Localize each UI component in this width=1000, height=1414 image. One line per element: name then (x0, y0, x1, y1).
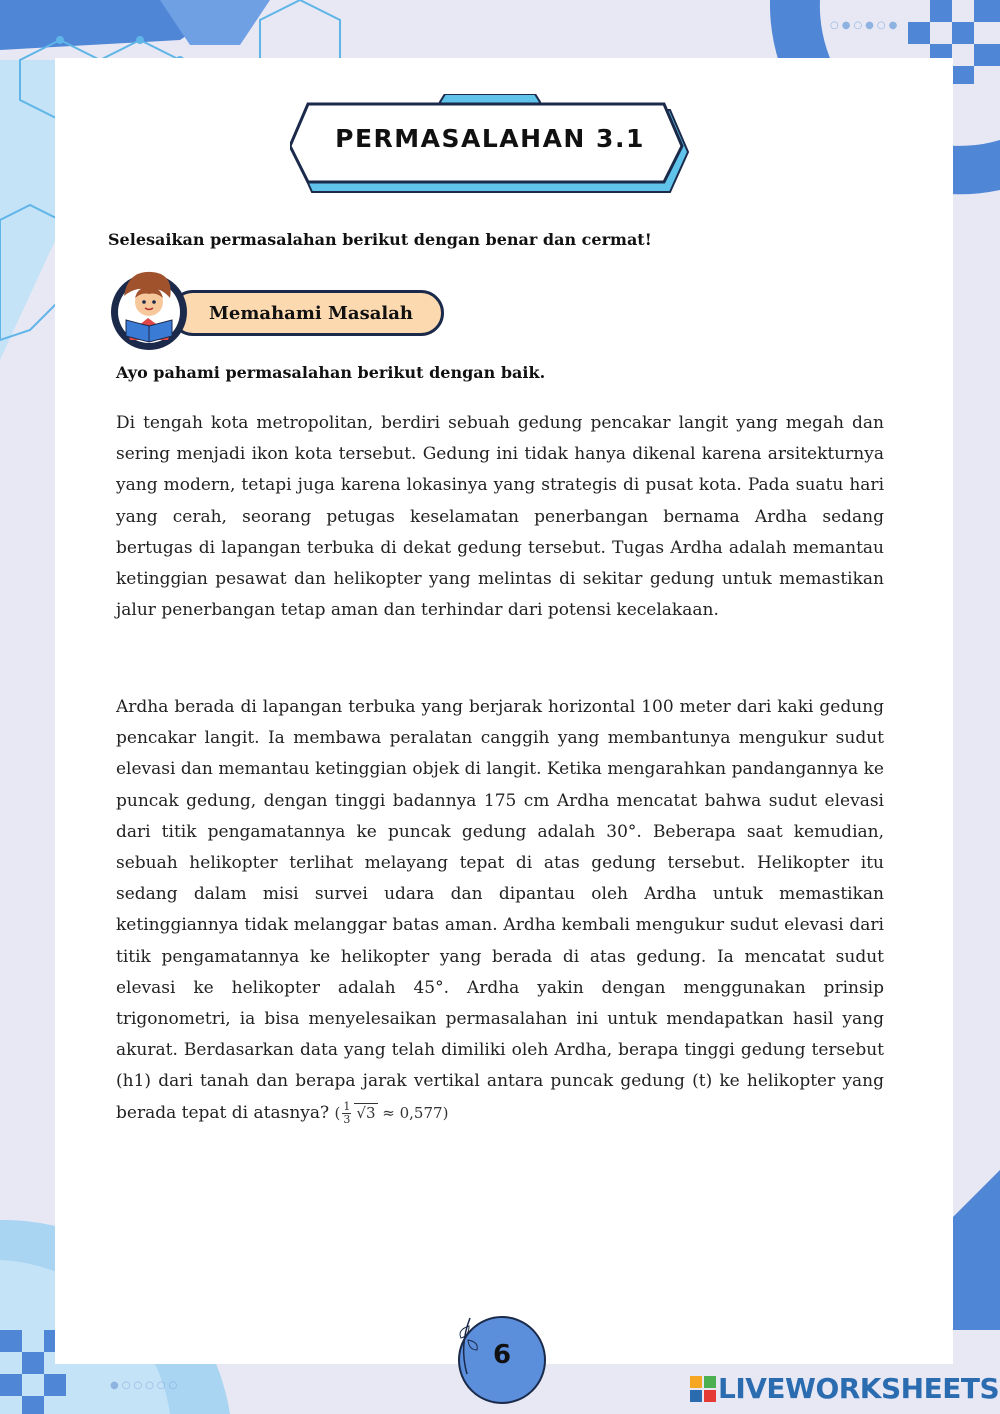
hint-open-paren: ( (334, 1103, 341, 1122)
section-label: Memahami Masalah (209, 303, 413, 324)
reading-kid-avatar (108, 268, 192, 352)
hint-root: √3 (356, 1103, 376, 1122)
lead-text: Ayo pahami permasalahan berikut dengan baik. (116, 363, 546, 382)
leaf-icon (455, 1316, 485, 1376)
problem-paragraph-1: Di tengah kota metropolitan, berdiri sebuah gedung pencakar langit yang megah dan sering menjadi ikon kota tersebut. Gedung ini tidak hanya dikenal karena arsitekturnya yang modern, tetapi juga karena lokasinya yang strategis di pusat kota. Pada suatu hari yang cerah, seorang petugas keselamatan penerbangan bernama Ardha sedang bertugas di lapangan terbuka di dekat gedung tersebut. Tugas Ardha adalah memantau ketinggian pesawat dan helikopter yang melintas di sekitar gedung untuk memastikan jalur penerbangan tetap aman dan terhindar dari potensi kecelakaan. (116, 413, 884, 621)
page-title: PERMASALAHAN 3.1 (335, 124, 645, 153)
hint-formula (334, 1100, 449, 1127)
hint-numerator: 1 (343, 1100, 351, 1114)
hint-fraction (342, 1101, 351, 1126)
title-banner (290, 94, 690, 194)
brand-name: LIVEWORKSHEETS (718, 1372, 1000, 1405)
bottom-left-dots: ●○○○○○ (110, 1380, 181, 1391)
top-right-dots: ○●○●○● (830, 20, 901, 31)
hint-close-paren: ) (442, 1103, 449, 1122)
hint-approx: ≈ 0,577 (382, 1103, 443, 1122)
problem-paragraph-2 (116, 692, 884, 1129)
problem-paragraph-2-text: Ardha berada di lapangan terbuka yang berjarak horizontal 100 meter dari kaki gedung pencakar langit. Ia membawa peralatan canggih yang membantunya mengukur sudut elevasi dan memantau ketinggian objek di langit. Ketika mengarahkan pandangannya ke puncak gedung, dengan tinggi badannya 175 cm Ardha mencatat bahwa sudut elevasi dari titik pengamatannya ke puncak gedung adalah 30°. Beberapa saat kemudian, sebuah helikopter terlihat melayang tepat di atas gedung tersebut. Helikopter itu sedang dalam misi survei udara dan dipantau oleh Ardha untuk memastikan ketinggiannya tidak melanggar batas aman. Ardha kembali mengukur sudut elevasi dari titik pengamatannya ke helikopter yang berada di atas gedung. Ia mencatat sudut elevasi ke helikopter adalah 45°. Ardha yakin dengan menggunakan prinsip trigonometri, ia bisa menyelesaikan permasalahan ini untuk mendapatkan hasil yang akurat. Berdasarkan data yang telah dimiliki oleh Ardha, berapa tinggi gedung tersebut (h1) dari tanah dan berapa jarak vertikal antara puncak gedung (t) ke helikopter yang berada tepat di atasnya? (116, 697, 884, 1123)
section-label-pill (170, 290, 444, 336)
page-number: 6 (492, 1340, 512, 1370)
liveworksheets-logo (690, 1372, 999, 1405)
liveworksheets-icon (690, 1376, 716, 1402)
instruction-text: Selesaikan permasalahan berikut dengan benar dan cermat! (108, 230, 652, 249)
hint-denominator: 3 (343, 1113, 351, 1127)
